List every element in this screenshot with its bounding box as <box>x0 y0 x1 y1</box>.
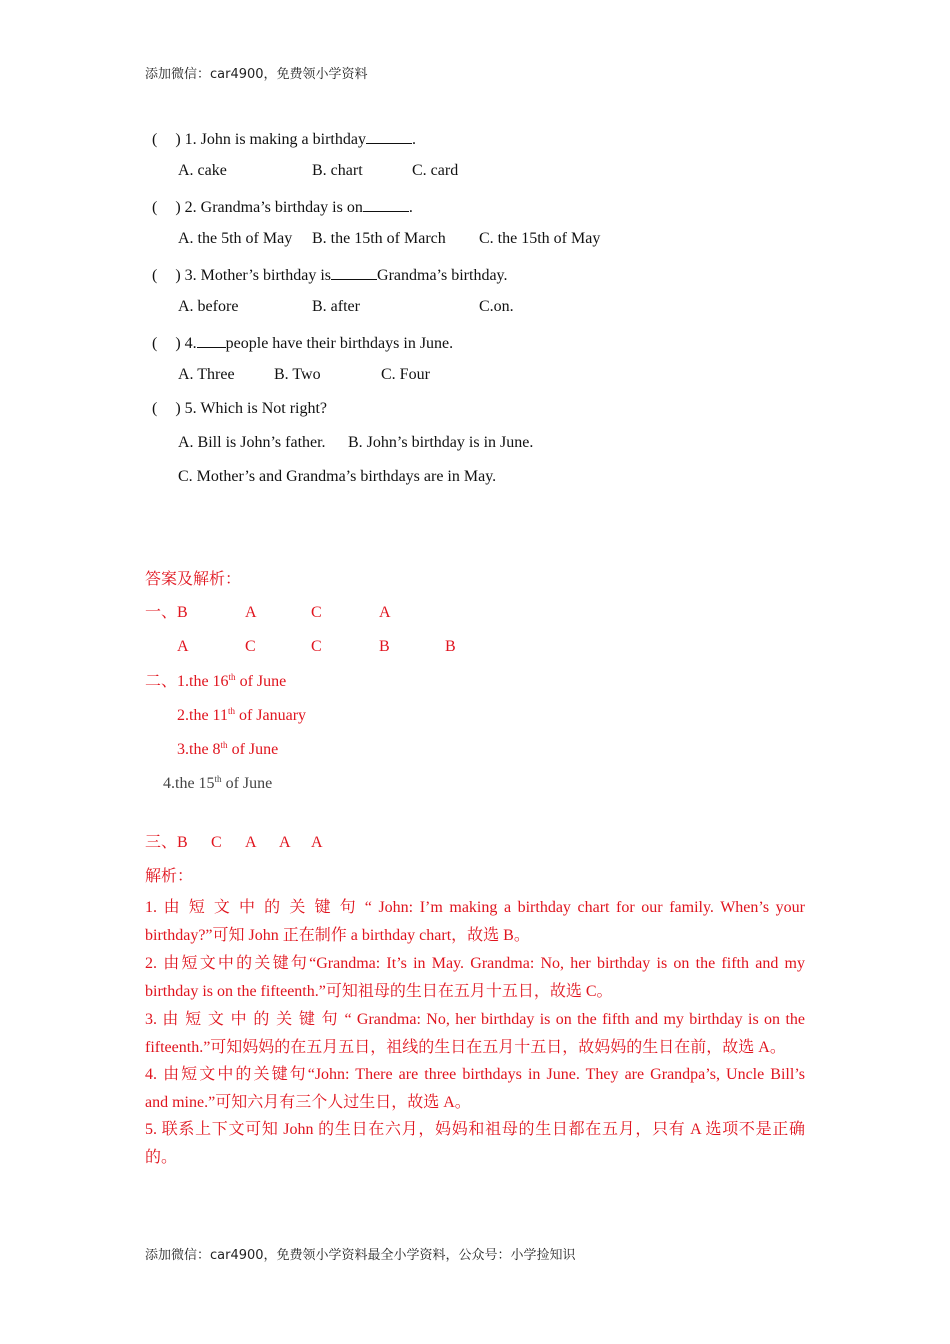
answer-blank <box>363 197 409 212</box>
part3-answer: C <box>211 834 222 851</box>
question-1 <box>152 129 416 148</box>
analysis-paragraph-2: 2. 由短文中的关键句“Grandma: It’s in May. Grandma: No, her birthday is on the fifth and my birthday is on the fifteenth.”可知祖母的生日在五月十五日，故选 C。 <box>145 955 805 1000</box>
q2-option-c: C. the 15th of May <box>479 230 601 247</box>
part2-label: 二、 <box>145 673 178 690</box>
question-text: ) 1. John is making a birthday <box>175 131 366 148</box>
q4-option-a: A. Three <box>178 366 235 383</box>
part1-answer: C <box>311 604 322 621</box>
q3-option-c: C.on. <box>479 298 514 315</box>
q5-option-b: B. John’s birthday is in June. <box>348 434 534 451</box>
q3-option-b: B. after <box>312 298 360 315</box>
question-3 <box>152 265 508 284</box>
question-2 <box>152 197 413 216</box>
answer-paren: ( <box>152 131 158 148</box>
answer-paren: ( <box>152 199 158 216</box>
q5-option-a: A. Bill is John’s father. <box>178 434 326 451</box>
part1-answer: B <box>177 604 188 621</box>
analysis-title: 解析： <box>145 868 194 885</box>
q2-option-a: A. the 5th of May <box>178 230 293 247</box>
q1-option-b: B. chart <box>312 162 363 179</box>
answer-paren: ( <box>152 400 158 417</box>
part1-answer: A <box>379 604 391 621</box>
q3-option-a: A. before <box>178 298 239 315</box>
answer-blank <box>197 333 226 348</box>
analysis-paragraph-5: 5. 联系上下文可知 John 的生日在六月，妈妈和祖母的生日都在五月，只有 A 选项不是正确 的。 <box>145 1121 805 1166</box>
analysis-paragraph-4: 4. 由短文中的关键句“John: There are three birthdays in June. They are Grandpa’s, Uncle Bill’s and mine.”可知六月有三个人过生日，故选 A。 <box>145 1066 805 1111</box>
question-text: ) 5. Which is Not right? <box>175 400 328 417</box>
part2-answer-3: 3.the 8th of June <box>177 740 279 758</box>
page-footer: 添加微信：car4900，免费领小学资料最全小学资料，公众号：小学捡知识 <box>145 1248 576 1263</box>
part1-answer: C <box>245 638 256 655</box>
part2-answer-1: 1.the 16th of June <box>177 672 287 690</box>
part3-answer: A <box>245 834 257 851</box>
part1-answer: B <box>379 638 390 655</box>
part1-answer: B <box>445 638 456 655</box>
part1-answer: A <box>245 604 257 621</box>
question-text: ) 2. Grandma’s birthday is on <box>175 199 363 216</box>
q2-option-b: B. the 15th of March <box>312 230 446 247</box>
q4-option-c: C. Four <box>381 366 430 383</box>
page-header: 添加微信：car4900，免费领小学资料 <box>145 67 368 82</box>
question-tail: people have their birthdays in June. <box>225 335 454 352</box>
q1-option-a: A. cake <box>178 162 227 179</box>
analysis-paragraph-3: 3. 由 短 文 中 的 关 键 句 “ Grandma: No, her birthday is on the fifth and my birthday is on the fifteenth.”可知妈妈的在五月五日，祖线的生日在五月十五日，故妈妈的生日在前，故选 A。 <box>145 1011 805 1056</box>
question-tail: Grandma’s birthday. <box>377 267 508 284</box>
part2-answer-4: 4.the 15th of June <box>163 774 273 792</box>
part3-answer: B <box>177 834 188 851</box>
q5-option-c: C. Mother’s and Grandma’s birthdays are in May. <box>178 468 497 485</box>
part3-answer: A <box>279 834 291 851</box>
part2-answer-2: 2.the 11th of January <box>177 706 307 724</box>
answer-blank <box>331 265 377 280</box>
part1-answer: C <box>311 638 322 655</box>
answers-title: 答案及解析： <box>145 571 242 588</box>
q1-option-c: C. card <box>412 162 459 179</box>
part1-answer: A <box>177 638 189 655</box>
part3-label: 三、 <box>145 834 178 851</box>
answer-paren: ( <box>152 335 158 352</box>
question-tail: . <box>411 131 416 148</box>
answer-blank <box>366 129 412 144</box>
question-5 <box>152 401 327 417</box>
part1-label: 一、 <box>145 604 178 621</box>
question-text: ) 3. Mother’s birthday is <box>175 267 332 284</box>
analysis-paragraph-1: 1. 由 短 文 中 的 关 键 句 “ John: I’m making a birthday chart for our family. When’s your birthday?”可知 John 正在制作 a birthday chart，故选 B。 <box>145 899 805 944</box>
question-4 <box>152 333 453 352</box>
part3-answer: A <box>311 834 323 851</box>
q4-option-b: B. Two <box>274 366 321 383</box>
answer-paren: ( <box>152 267 158 284</box>
question-text: ) 4. <box>175 335 197 352</box>
question-tail: . <box>408 199 413 216</box>
